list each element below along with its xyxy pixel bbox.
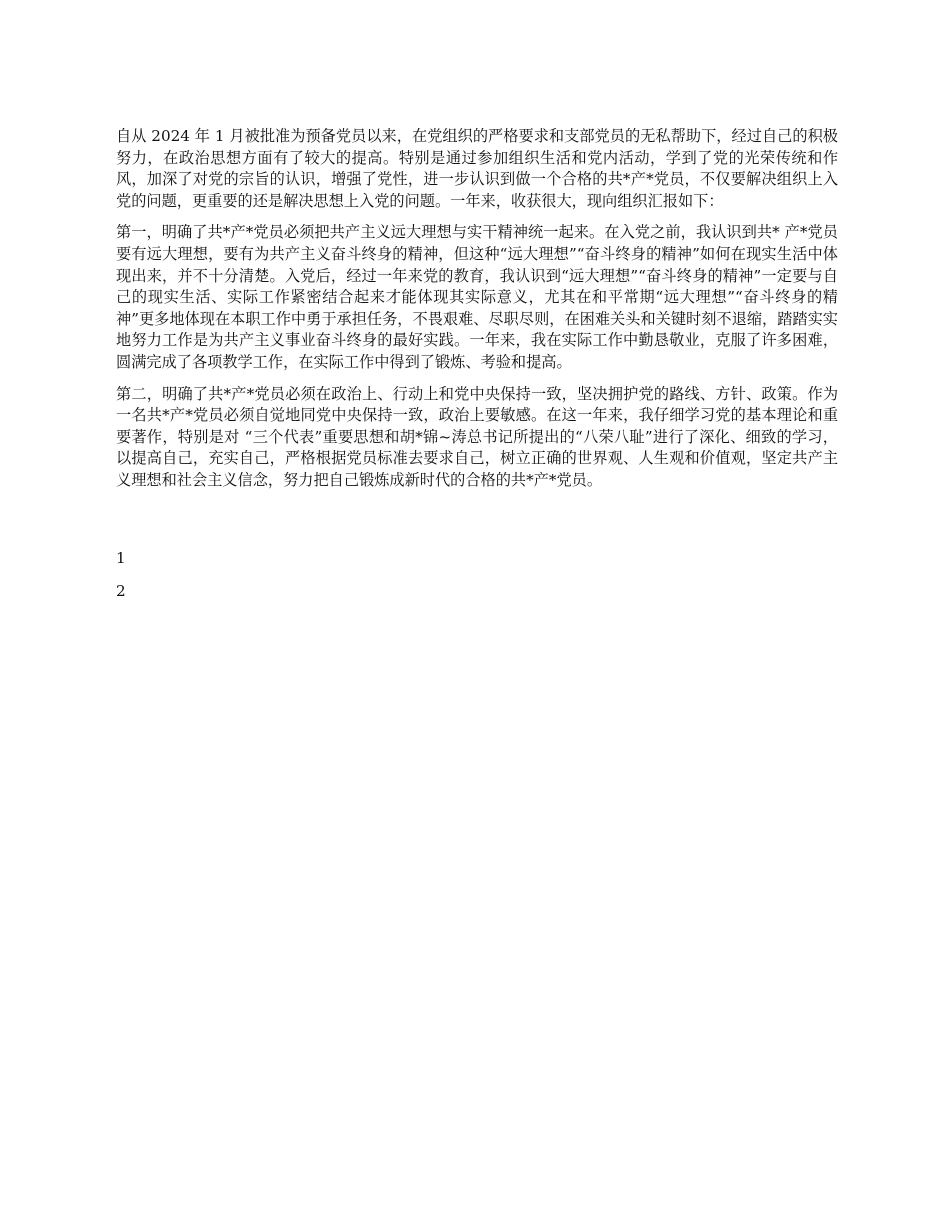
page-number-1: 1 (116, 548, 126, 567)
page-number-2: 2 (116, 582, 126, 601)
paragraph-intro: 自从 2024 年 1 月被批准为预备党员以来，在党组织的严格要求和支部党员的无私帮助下，经过自己的积极努力，在政治思想方面有了较大的提高。特别是通过参加组织生活和党内活动，学到了党的光荣传统和作风，加深了对党的宗旨的认识，增强了党性，进一步认识到做一个合格的共*产*党员，不仅要解决组织上入党的问题，更重要的还是解决思想上入党的问题。一年来，收获很大，现向组织汇报如下： (116, 127, 838, 210)
paragraph-first-point: 第一，明确了共*产*党员必须把共产主义远大理想与实干精神统一起来。在入党之前，我认识到共* 产*党员要有远大理想，要有为共产主义奋斗终身的精神，但这种“远大理想”“奋斗终身的精神”如何在现实生活中体现出来，并不十分清楚。入党后，经过一年来党的教育，我认识到“远大理想”“奋斗终身的精神”一定要与自己的现实生活、实际工作紧密结合起来才能体现其实际意义，尤其在和平常期“远大理想”“奋斗终身的精神”更多地体现在本职工作中勇于承担任务，不畏艰难、尽职尽则，在困难关头和关键时刻不退缩，踏踏实实地努力工作是为共产主义事业奋斗终身的最好实践。一年来，我在实际工作中勤恳敬业，克服了许多困难，圆满完成了各项教学工作，在实际工作中得到了锻炼、考验和提高。 (116, 223, 838, 371)
document-page (116, 126, 838, 615)
paragraph-second-point: 第二，明确了共*产*党员必须在政治上、行动上和党中央保持一致，坚决拥护党的路线、方针、政策。作为一名共*产*党员必须自觉地同党中央保持一致，政治上要敏感。在这一年来，我仔细学习党的基本理论和重要著作，特别是对 “三个代表”重要思想和胡*锦~涛总书记所提出的“八荣八耻”进行了深化、细致的学习，以提高自己，充实自己，严格根据党员标准去要求自己，树立正确的世界观、人生观和价值观，坚定共产主义理想和社会主义信念，努力把自己锻炼成新时代的合格的共*产*党员。 (116, 384, 838, 489)
section-spacer (116, 502, 838, 548)
